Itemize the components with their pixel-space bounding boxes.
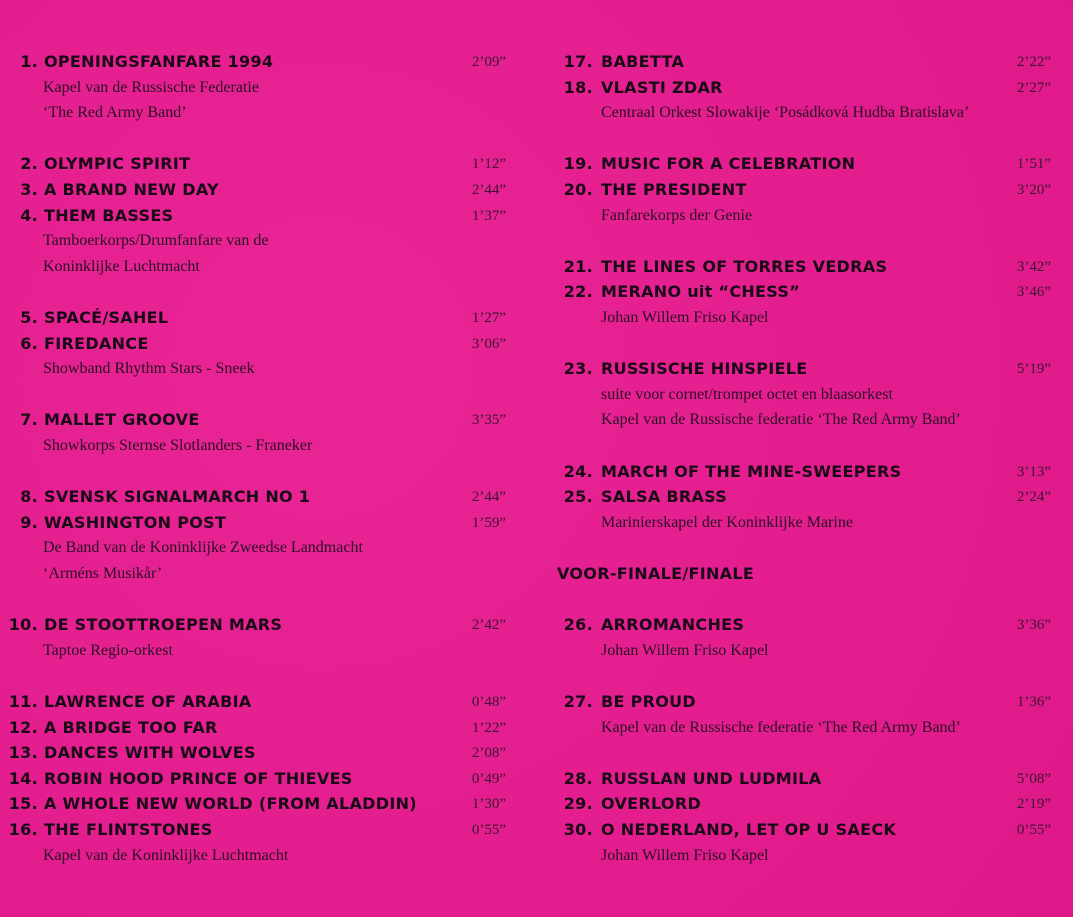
track-duration: 3’46” (1016, 284, 1051, 301)
track-row (545, 460, 1073, 484)
performer-name: Kapel van de Russische federatie ‘The Red Army Band’ (601, 411, 961, 429)
track-number: 16. (8, 820, 38, 839)
track-row (545, 690, 1073, 714)
track-duration: 3’13” (1016, 463, 1051, 480)
performer-line (0, 639, 520, 663)
track-duration: 1’27” (471, 310, 506, 326)
performer-line (545, 716, 1073, 740)
track-number: 4. (20, 205, 38, 225)
track-title: O NEDERLAND, LET OP U SAECK (601, 820, 897, 839)
track-title: THE FLINTSTONES (44, 820, 213, 839)
track-title: THEM BASSES (44, 205, 174, 225)
track-number: 10. (8, 615, 38, 635)
track-number: 8. (20, 487, 38, 507)
track-title: DE STOOTTROEPEN MARS (44, 615, 283, 635)
performer-name: Johan Willem Friso Kapel (601, 309, 769, 326)
track-row (0, 408, 520, 432)
track-number: 1. (20, 52, 38, 71)
track-duration: 1’30” (471, 796, 506, 813)
track-row (0, 741, 520, 765)
performer-name: Kapel van de Russische federatie ‘The Red Army Band’ (601, 718, 961, 736)
performer-name: Showkorps Sternse Slotlanders - Franeker (43, 437, 313, 454)
track-duration: 1’12” (471, 156, 506, 173)
track-title: OLYMPIC SPIRIT (44, 154, 191, 174)
track-duration: 1’37” (471, 207, 506, 224)
track-row (545, 818, 1073, 842)
track-duration: 2’27” (1016, 79, 1051, 96)
track-title: MARCH OF THE MINE-SWEEPERS (601, 461, 902, 481)
track-title: ROBIN HOOD PRINCE OF THIEVES (44, 768, 353, 788)
performer-name: Showband Rhythm Stars - Sneek (43, 360, 255, 378)
track-number: 28. (563, 768, 593, 788)
track-title: VLASTI ZDAR (601, 77, 723, 97)
performer-name: Taptoe Regio-orkest (43, 641, 173, 659)
track-row (0, 50, 520, 74)
performer-name: ‘Arméns Musikår’ (43, 565, 163, 582)
track-row (545, 792, 1073, 816)
performer-line (0, 562, 520, 586)
track-number: 22. (563, 282, 593, 302)
track-number: 11. (8, 692, 38, 711)
track-row (0, 306, 520, 330)
track-row (0, 485, 520, 509)
track-row (0, 511, 520, 535)
track-title: RUSSLAN UND LUDMILA (601, 768, 822, 788)
track-duration: 0’48” (471, 694, 506, 710)
performer-line (545, 101, 1073, 125)
track-row (545, 357, 1073, 381)
track-duration: 2’24” (1016, 489, 1051, 506)
track-title: WASHINGTON POST (44, 512, 227, 532)
track-title: A WHOLE NEW WORLD (FROM ALADDIN) (44, 794, 417, 814)
track-row (0, 204, 520, 228)
track-duration: 0’55” (471, 822, 506, 838)
performer-name: suite voor cornet/trompet octet en blaasorkest (601, 385, 893, 403)
track-duration: 3’35” (471, 412, 506, 429)
performer-line (545, 383, 1073, 407)
track-number: 15. (8, 794, 38, 814)
track-number: 9. (20, 512, 38, 532)
performer-name: Fanfarekorps der Genie (601, 206, 753, 224)
track-number: 27. (563, 692, 593, 711)
track-duration: 2’44” (471, 489, 506, 506)
track-row (0, 152, 520, 176)
track-number: 21. (563, 256, 593, 276)
performer-line (0, 844, 520, 868)
track-number: 17. (563, 52, 593, 71)
track-duration: 1’59” (471, 514, 506, 531)
performer-line (0, 434, 520, 458)
track-number: 18. (563, 77, 593, 97)
track-number: 25. (563, 487, 593, 507)
performer-line (545, 306, 1073, 330)
performer-name: Marinierskapel der Koninklijke Marine (601, 513, 853, 531)
track-title: A BRIDGE TOO FAR (44, 717, 218, 737)
track-row (0, 332, 520, 356)
track-title: OPENINGSFANFARE 1994 (44, 52, 274, 71)
track-row (0, 178, 520, 202)
track-row (545, 280, 1073, 304)
track-duration: 3’06” (471, 335, 506, 352)
track-title: SALSA BRASS (601, 487, 728, 507)
track-title: A BRAND NEW DAY (44, 180, 219, 199)
track-title: ARROMANCHES (601, 615, 745, 635)
track-row (0, 690, 520, 714)
track-title: FIREDANCE (44, 333, 149, 353)
track-title: BABETTA (601, 52, 685, 71)
performer-line (545, 844, 1073, 868)
track-duration: 5’19” (1016, 361, 1051, 378)
performer-line (0, 101, 520, 125)
performer-line (0, 357, 520, 381)
performer-name: Tamboerkorps/Drumfanfare van de (43, 232, 269, 250)
track-number: 14. (8, 768, 38, 788)
section-title: VOOR-FINALE/FINALE (557, 564, 755, 583)
track-number: 7. (20, 410, 38, 430)
track-title: RUSSISCHE HINSPIELE (601, 359, 808, 379)
track-row (545, 152, 1073, 176)
performer-name: Kapel van de Russische Federatie (43, 78, 259, 96)
track-row (545, 613, 1073, 637)
track-number: 19. (563, 154, 593, 174)
performer-line (545, 639, 1073, 663)
track-title: MALLET GROOVE (44, 410, 200, 430)
track-number: 26. (563, 615, 593, 635)
track-row (545, 767, 1073, 791)
track-title: MUSIC FOR A CELEBRATION (601, 154, 856, 174)
track-duration: 3’20” (1016, 182, 1051, 198)
track-number: 23. (563, 359, 593, 379)
track-title: SVENSK SIGNALMARCH NO 1 (44, 487, 311, 507)
track-number: 2. (20, 154, 38, 174)
track-duration: 0’49” (471, 770, 506, 787)
track-number: 5. (20, 308, 38, 327)
performer-name: De Band van de Koninklijke Zweedse Landmacht (43, 539, 363, 557)
track-row (0, 613, 520, 637)
track-title: DANCES WITH WOLVES (44, 743, 256, 763)
track-title: BE PROUD (601, 692, 697, 711)
track-duration: 5’08” (1016, 770, 1051, 787)
track-number: 12. (8, 717, 38, 737)
track-number: 6. (20, 333, 38, 353)
track-title: LAWRENCE OF ARABIA (44, 692, 252, 711)
performer-name: Centraal Orkest Slowakije ‘Posádková Hudba Bratislava’ (601, 104, 970, 122)
track-title: OVERLORD (601, 794, 702, 814)
track-duration: 3’36” (1016, 617, 1051, 634)
track-duration: 2’09” (471, 54, 506, 70)
track-duration: 0’55” (1016, 822, 1051, 838)
performer-name: Kapel van de Koninklijke Luchtmacht (43, 846, 289, 864)
track-title: THE PRESIDENT (601, 180, 747, 199)
track-duration: 2’08” (471, 745, 506, 762)
performer-line (0, 255, 520, 279)
performer-line (545, 408, 1073, 432)
track-number: 3. (20, 180, 38, 199)
track-duration: 2’22” (1016, 54, 1051, 70)
track-title: MERANO uit “CHESS” (601, 282, 801, 302)
track-row (545, 50, 1073, 74)
track-row (0, 767, 520, 791)
performer-name: Johan Willem Friso Kapel (601, 641, 769, 659)
track-title: THE LINES OF TORRES VEDRAS (601, 256, 888, 276)
track-row (545, 485, 1073, 509)
performer-line (0, 536, 520, 560)
track-row (545, 178, 1073, 202)
track-row (545, 255, 1073, 279)
performer-line (545, 204, 1073, 228)
performer-line (545, 511, 1073, 535)
track-duration: 2’42” (471, 617, 506, 634)
track-duration: 2’44” (471, 182, 506, 198)
track-number: 29. (563, 794, 593, 814)
track-number: 24. (563, 461, 593, 481)
track-row (0, 818, 520, 842)
track-row (0, 792, 520, 816)
performer-line (0, 229, 520, 253)
section-heading (545, 562, 1073, 586)
track-number: 13. (8, 743, 38, 763)
track-row (0, 716, 520, 740)
track-title: SPACÉ/SAHEL (44, 308, 169, 327)
track-duration: 1’22” (471, 719, 506, 736)
track-duration: 2’19” (1016, 796, 1051, 813)
performer-line (0, 76, 520, 100)
track-duration: 3’42” (1016, 258, 1051, 275)
track-duration: 1’51” (1016, 156, 1051, 173)
performer-name: ‘The Red Army Band’ (43, 104, 187, 122)
track-number: 20. (563, 180, 593, 199)
track-number: 30. (563, 820, 593, 839)
track-row (545, 76, 1073, 100)
performer-name: Koninklijke Luchtmacht (43, 257, 200, 275)
track-duration: 1’36” (1016, 694, 1051, 710)
performer-name: Johan Willem Friso Kapel (601, 846, 769, 864)
